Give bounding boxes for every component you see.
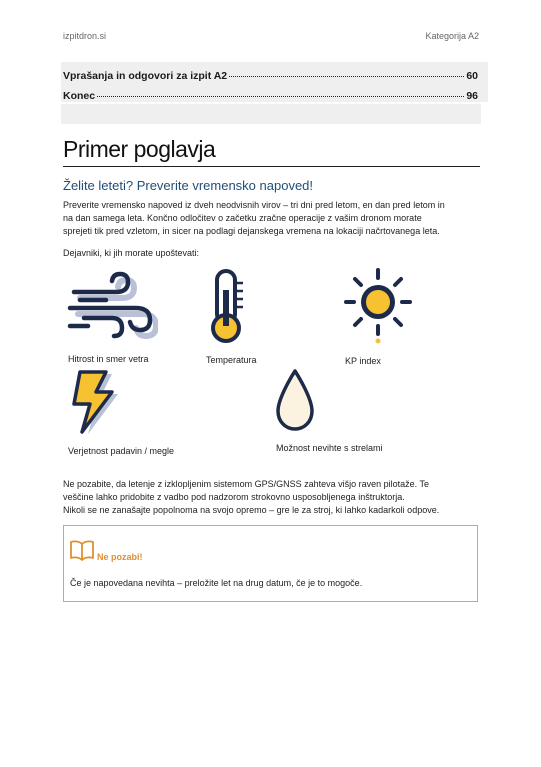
- reminder-box: [63, 525, 478, 602]
- factor-label-temperature: Temperatura: [206, 355, 257, 365]
- factor-label-kp-index: KP index: [345, 356, 381, 366]
- toc-entry[interactable]: [61, 82, 488, 102]
- closing-line: Nikoli se ne zanašajte popolnoma na svojo opremo – gre le za stroj, ki lahko kadarkoli odpove.: [63, 505, 440, 515]
- title-divider: [63, 166, 480, 167]
- factor-label-thunderstorm: Možnost nevihte s strelami: [276, 443, 383, 453]
- factor-label-precipitation: Verjetnost padavin / megle: [68, 446, 175, 456]
- intro-line: Preverite vremensko napoved iz dveh neodvisnih virov – tri dni pred letom, en dan pred letom in: [63, 200, 445, 210]
- intro-line: sprejeti tik pred vzletom, in sicer na podlagi dejanskega vremena na lokaciji načrtovanega leta.: [63, 226, 440, 236]
- toc-background: [61, 104, 481, 124]
- drop-icon: [274, 367, 316, 438]
- factor-label-wind: Hitrost in smer vetra: [68, 354, 149, 364]
- closing-line: Ne pozabite, da letenje z izklopljenim sistemom GPS/GNSS zahteva višjo raven pilotaže. Te: [63, 479, 430, 489]
- toc-entry-page: 60: [466, 70, 478, 82]
- toc-entry[interactable]: [61, 62, 488, 82]
- table-of-contents: [61, 62, 488, 102]
- toc-leader: [97, 96, 464, 97]
- intro-paragraph: [63, 199, 483, 238]
- toc-entry-label: Konec: [63, 90, 96, 102]
- book-icon: [69, 539, 95, 566]
- toc-entry-label: Vprašanja in odgovori za izpit A2: [63, 70, 228, 82]
- header-category: Kategorija A2: [425, 31, 479, 41]
- toc-entry-page: 96: [466, 90, 478, 102]
- reminder-title: Ne pozabi!: [97, 552, 143, 562]
- sun-icon: [341, 266, 415, 351]
- intro-line: na dan samega leta. Končno odločitev o začetku zračne operacije z vašim dronom morate: [63, 213, 422, 223]
- closing-line: veščine lahko pridobite z vadbo pod nadzorom strokovno usposobljenega inštruktorja.: [63, 492, 405, 502]
- section-heading: Želite leteti? Preverite vremensko napoved!: [63, 178, 314, 193]
- lightning-icon: [66, 368, 122, 439]
- toc-leader: [229, 76, 464, 77]
- header-site: izpitdron.si: [63, 31, 107, 41]
- chapter-title: Primer poglavja: [63, 136, 216, 162]
- wind-icon: [66, 270, 158, 347]
- factors-intro: Dejavniki, ki jih morate upoštevati:: [63, 248, 200, 258]
- thermometer-icon: [203, 268, 247, 349]
- closing-paragraph: [63, 478, 483, 517]
- reminder-text: Če je napovedana nevihta – preložite let na drug datum, če je to mogoče.: [70, 578, 363, 588]
